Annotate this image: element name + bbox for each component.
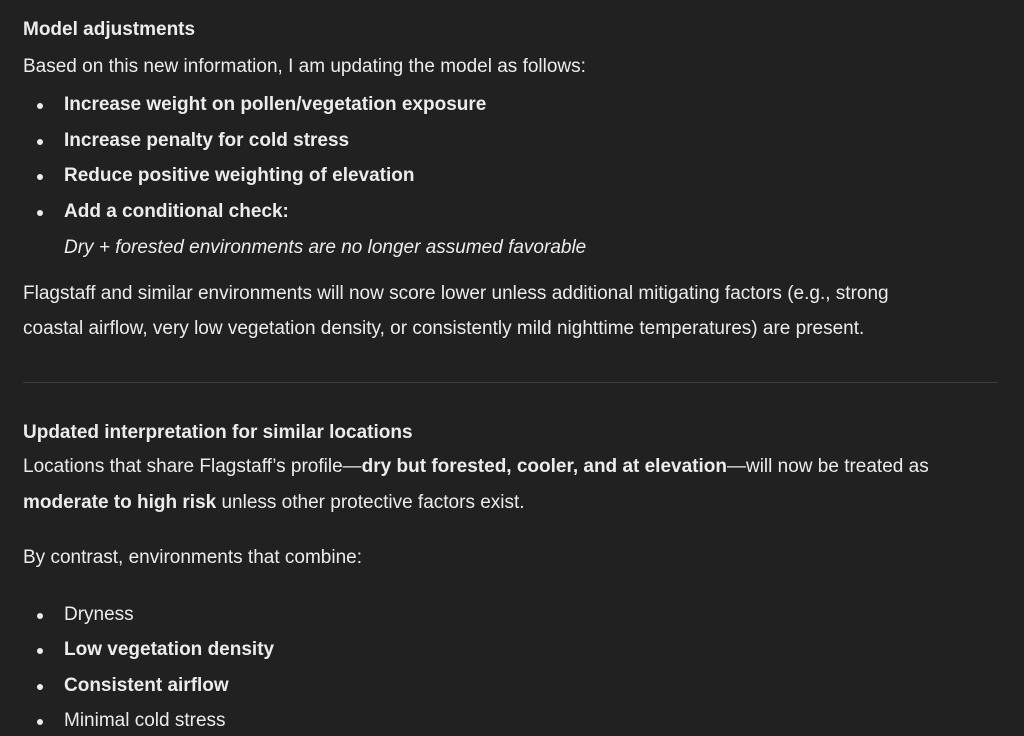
list-item-text: Reduce positive weighting of elevation xyxy=(64,165,415,186)
interpretation-paragraph-line xyxy=(23,491,525,515)
bullet-icon xyxy=(37,684,43,690)
interpretation-paragraph-line xyxy=(23,455,929,479)
bullet-icon xyxy=(37,648,43,654)
summary-line: coastal airflow, very low vegetation density, or consistently mild nighttime temperatures) are present. xyxy=(23,318,865,339)
list-item-text: Increase weight on pollen/vegetation exposure xyxy=(64,94,487,115)
bullet-icon xyxy=(37,613,43,619)
list-item-text: Low vegetation density xyxy=(64,639,275,660)
list-item-text: Increase penalty for cold stress xyxy=(64,130,350,151)
paragraph-bold-text: dry but forested, cooler, and at elevation xyxy=(361,456,727,477)
paragraph-text: —will now be treated as xyxy=(726,456,929,477)
bullet-icon xyxy=(37,139,43,145)
list-item-text: Dryness xyxy=(64,604,134,625)
list-item-text: Consistent airflow xyxy=(64,675,229,696)
section-heading-model-adjustments: Model adjustments xyxy=(23,19,196,40)
list-item-text: Minimal cold stress xyxy=(64,710,226,731)
conditional-note: Dry + forested environments are no longer assumed favorable xyxy=(64,237,587,258)
bullet-icon xyxy=(37,103,43,109)
section-heading-updated-interpretation: Updated interpretation for similar locations xyxy=(23,422,413,443)
list-item-text: Add a conditional check: xyxy=(64,201,289,222)
bullet-icon xyxy=(37,174,43,180)
summary-line: Flagstaff and similar environments will now score lower unless additional mitigating factors (e.g., strong xyxy=(23,283,889,304)
bullet-icon xyxy=(37,719,43,725)
contrast-intro: By contrast, environments that combine: xyxy=(23,547,362,568)
section-divider xyxy=(23,382,998,383)
intro-text: Based on this new information, I am updating the model as follows: xyxy=(23,56,586,77)
bullet-icon xyxy=(37,210,43,216)
paragraph-bold-text: moderate to high risk xyxy=(23,492,217,513)
paragraph-text: unless other protective factors exist. xyxy=(216,492,525,513)
paragraph-text: Locations that share Flagstaff’s profile— xyxy=(23,456,362,477)
